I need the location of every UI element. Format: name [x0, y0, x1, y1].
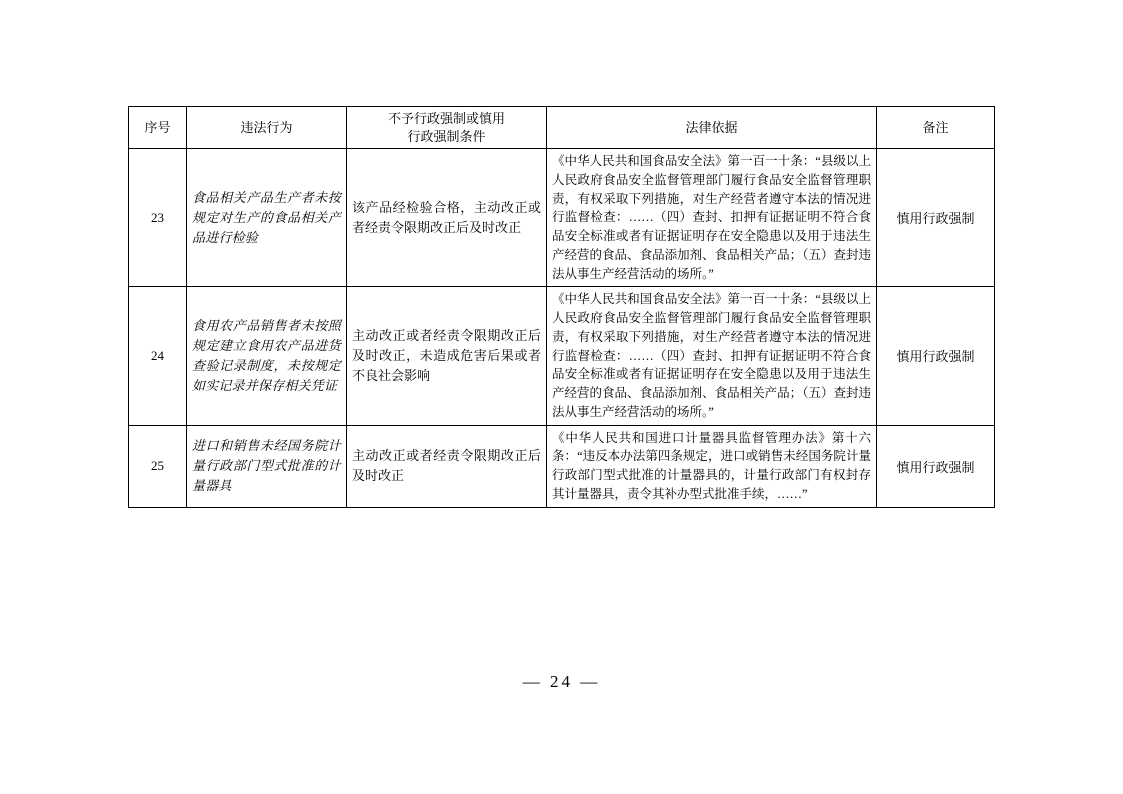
row-condition: 该产品经检验合格，主动改正或者经责令限期改正后及时改正	[347, 149, 547, 287]
row-number: 24	[129, 287, 187, 425]
row-violation: 进口和销售未经国务院计量行政部门型式批准的计量器具	[187, 425, 347, 507]
column-header-no: 序号	[129, 107, 187, 149]
table-header-row	[129, 107, 995, 149]
regulation-table	[128, 106, 995, 508]
row-violation: 食用农产品销售者未按照规定建立食用农产品进货查验记录制度，未按规定如实记录并保存相关凭证	[187, 287, 347, 425]
column-header-legal-basis: 法律依据	[547, 107, 877, 149]
row-remark: 慎用行政强制	[877, 287, 995, 425]
row-violation: 食品相关产品生产者未按规定对生产的食品相关产品进行检验	[187, 149, 347, 287]
row-number: 25	[129, 425, 187, 507]
row-remark: 慎用行政强制	[877, 149, 995, 287]
column-header-condition-line1: 不予行政强制或慎用	[387, 111, 505, 126]
row-legal-basis: 《中华人民共和国食品安全法》第一百一十条：“县级以上人民政府食品安全监督管理部门履行食品安全监督管理职责，有权采取下列措施，对生产经营者遵守本法的情况进行监督检查：……（四）查封、扣押有证据证明不符合食品安全标准或者有证据证明存在安全隐患以及用于违法生产经营的食品、食品添加剂、食品相关产品；（五）查封违法从事生产经营活动的场所。”	[547, 149, 877, 287]
table-row	[129, 149, 995, 287]
row-number: 23	[129, 149, 187, 287]
column-header-remark: 备注	[877, 107, 995, 149]
column-header-condition	[347, 107, 547, 149]
row-condition: 主动改正或者经责令限期改正后及时改正，未造成危害后果或者不良社会影响	[347, 287, 547, 425]
page-number: — 24 —	[522, 672, 601, 691]
row-condition: 主动改正或者经责令限期改正后及时改正	[347, 425, 547, 507]
row-legal-basis: 《中华人民共和国食品安全法》第一百一十条：“县级以上人民政府食品安全监督管理部门履行食品安全监督管理职责，有权采取下列措施，对生产经营者遵守本法的情况进行监督检查：……（四）查封、扣押有证据证明不符合食品安全标准或者有证据证明存在安全隐患以及用于违法生产经营的食品、食品添加剂、食品相关产品；（五）查封违法从事生产经营活动的场所。”	[547, 287, 877, 425]
column-header-violation: 违法行为	[187, 107, 347, 149]
column-header-condition-line2: 行政强制条件	[407, 128, 486, 144]
row-remark: 慎用行政强制	[877, 425, 995, 507]
row-legal-basis: 《中华人民共和国进口计量器具监督管理办法》第十六条：“违反本办法第四条规定，进口或销售未经国务院计量行政部门型式批准的计量器具的，计量行政部门有权封存其计量器具，责令其补办型式批准手续，……”	[547, 425, 877, 507]
table-row	[129, 425, 995, 507]
table-row	[129, 287, 995, 425]
